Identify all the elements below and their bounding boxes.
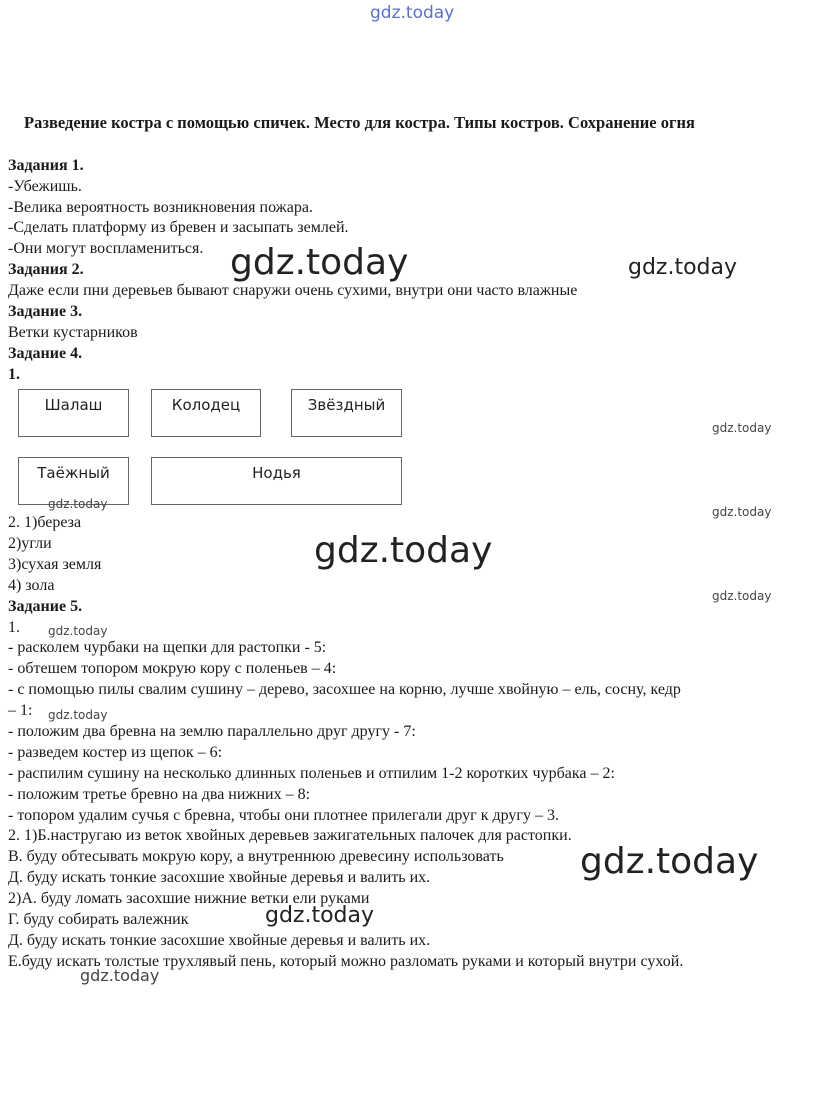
campfire-type-label: Колодец [171,396,241,414]
task1-line: -Сделать платформу из бревен и засыпать землей. [8,219,349,236]
campfire-type-box [18,389,129,437]
watermark: gdz.today [314,530,493,571]
campfire-type-box [151,457,402,505]
watermark: gdz.today [580,841,759,882]
task5-step: - топором удалим сучья с бревна, чтобы они плотнее прилегали друг к другу – 3. [8,807,559,824]
task1-line: -Велика вероятность возникновения пожара. [8,199,313,216]
task5-step: - распилим сушину на несколько длинных поленьев и отпилим 1-2 коротких чурбака – 2: [8,765,615,782]
campfire-type-label: Нодья [252,464,301,482]
task4-part2-line: 2. 1)береза [8,514,82,531]
watermark: gdz.today [230,242,409,283]
task5-heading: Задание 5. [8,598,83,615]
task5-step: - разведем костер из щепок – 6: [8,744,223,761]
task4-heading: Задание 4. [8,345,83,362]
task5-part2-line: В. буду обтесывать мокрую кору, а внутреннюю древесину использовать [8,848,504,865]
task4-part2-line: 3)сухая земля [8,556,102,573]
task2-text: Даже если пни деревьев бывают снаружи очень сухими, внутри они часто влажные [8,282,578,299]
watermark: gdz.today [265,903,375,928]
watermark: gdz.today [712,505,772,519]
task5-step: - положим третье бревно на два нижних – 8: [8,786,311,803]
watermark: gdz.today [48,497,108,511]
campfire-type-label: Звёздный [307,396,386,414]
task5-part2-line: Г. буду собирать валежник [8,911,189,928]
task5-last-paragraph: Е.буду искать толстые трухлявый пень, который можно разломать руками и который внутри сухой. [8,953,684,970]
watermark: gdz.today [712,589,772,603]
task1-line: -Убежишь. [8,178,82,195]
watermark: gdz.today [80,966,160,985]
campfire-type-label: Шалаш [44,396,103,414]
task5-part2-line: 2. 1)Б.настругаю из веток хвойных деревьев зажигательных палочек для растопки. [8,827,572,844]
task5-step: - положим два бревна на землю параллельно друг другу - 7: [8,723,416,740]
task1-line: -Они могут воспламениться. [8,240,204,257]
watermark: gdz.today [712,421,772,435]
watermark: gdz.today [48,708,108,722]
task5-part2-line: 2)А. буду ломать засохшие нижние ветки ели руками [8,890,370,907]
task3-heading: Задание 3. [8,303,83,320]
task5-part1-label: 1. [8,619,20,636]
task5-part2-line: Д. буду искать тонкие засохшие хвойные деревья и валить их. [8,869,431,886]
task5-step: - расколем чурбаки на щепки для растопки - 5: [8,639,327,656]
campfire-type-label: Таёжный [37,464,110,482]
task5-step: - обтешем топором мокрую кору с поленьев – 4: [8,660,337,677]
task2-heading: Задания 2. [8,261,84,278]
task5-step: – 1: [8,702,33,719]
campfire-type-box [291,389,402,437]
task3-text: Ветки кустарников [8,324,138,341]
task4-part1-label: 1. [8,366,20,383]
task4-part2-line: 4) зола [8,577,55,594]
watermark-top[interactable]: gdz.today [370,3,455,23]
watermark: gdz.today [628,255,738,280]
task5-step: - с помощью пилы свалим сушину – дерево, засохшее на корню, лучше хвойную – ель, сосну, кедр [8,681,681,698]
task1-heading: Задания 1. [8,157,84,174]
watermark: gdz.today [48,624,108,638]
task4-part2-line: 2)угли [8,535,52,552]
task5-part2-line: Д. буду искать тонкие засохшие хвойные деревья и валить их. [8,932,431,949]
campfire-type-box [151,389,261,437]
page-title: Разведение костра с помощью спичек. Место для костра. Типы костров. Сохранение огня [24,113,695,132]
